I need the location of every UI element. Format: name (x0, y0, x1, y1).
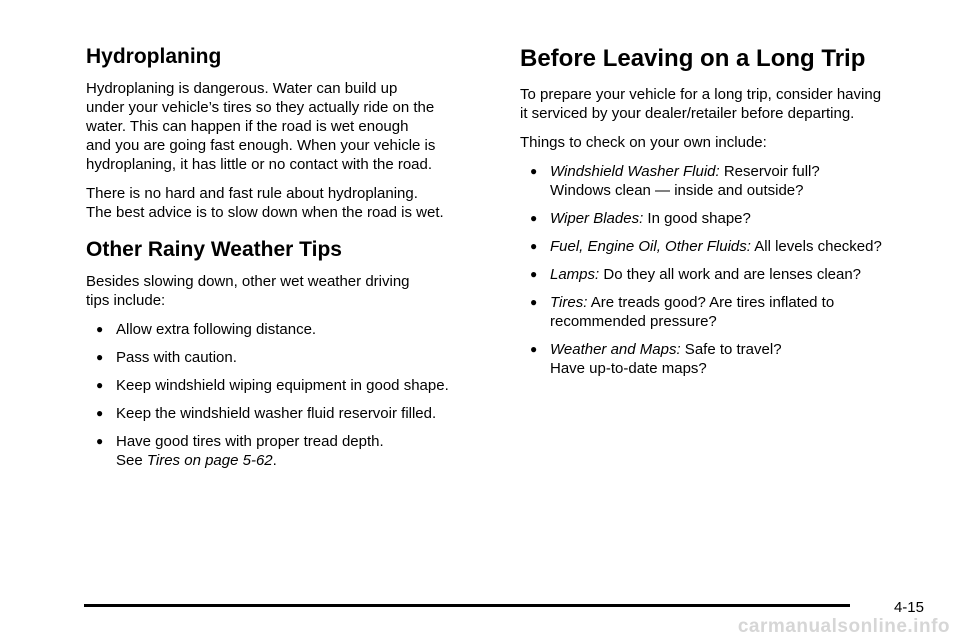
bullet-icon: ● (96, 378, 104, 393)
bullet-icon: ● (96, 406, 104, 421)
long-trip-intro: To prepare your vehicle for a long trip, consider having it serviced by your dealer/retailer before departing. (520, 85, 882, 122)
list-item (86, 404, 478, 423)
list-item-text: Allow extra following distance. (116, 321, 317, 339)
rainy-tips-intro: Besides slowing down, other wet weather driving tips include: (86, 273, 410, 310)
checklist-text: In good shape? (643, 209, 751, 227)
list-item-text: Keep the windshield washer fluid reservoir filled. (116, 405, 437, 423)
bullet-icon: ● (530, 210, 538, 225)
bullet-icon: ● (96, 350, 104, 365)
checklist-label: Lamps: (550, 265, 600, 283)
list-item (86, 376, 478, 395)
list-item-text: Have good tires with proper tread depth. See (116, 433, 384, 470)
list-item-end: . (272, 452, 277, 470)
checklist-label: Fuel, Engine Oil, Other Fluids: (550, 237, 751, 255)
checklist-text: Safe to travel? Have up-to-date maps? (550, 340, 782, 377)
hydroplaning-paragraph-1: Hydroplaning is dangerous. Water can build up under your vehicle’s tires so they actually ride on the water. This can happen if the road is wet enough and you are going fast enough. When your vehicle is hydroplaning, it has little or no contact with the road. (86, 80, 436, 174)
list-item (520, 237, 920, 256)
checklist-label: Windshield Washer Fluid: (550, 162, 720, 180)
bullet-icon: ● (530, 341, 538, 356)
hydroplaning-paragraph-2: There is no hard and fast rule about hydroplaning. The best advice is to slow down when the road is wet. (86, 185, 444, 222)
rainy-tips-list (86, 320, 478, 470)
list-item (86, 348, 478, 367)
bullet-icon: ● (530, 238, 538, 253)
bullet-icon: ● (530, 266, 538, 281)
list-item (86, 320, 478, 339)
checklist-text: Do they all work and are lenses clean? (599, 265, 862, 283)
list-item-text: Keep windshield wiping equipment in good shape. (116, 377, 449, 395)
left-column (86, 40, 478, 479)
footer-divider (84, 604, 850, 607)
watermark: carmanualsonline.info (737, 616, 950, 637)
list-item (86, 432, 478, 470)
list-item-text: Pass with caution. (116, 349, 237, 367)
heading-other-rainy-weather-tips: Other Rainy Weather Tips (86, 238, 342, 262)
page-number: 4-15 (893, 599, 924, 616)
tires-page-reference-link[interactable]: Tires on page 5-62 (146, 452, 273, 470)
checklist-label: Weather and Maps: (550, 340, 681, 358)
list-item (520, 265, 920, 284)
checklist-label: Tires: (550, 293, 588, 311)
bullet-icon: ● (530, 163, 538, 178)
heading-hydroplaning: Hydroplaning (86, 45, 222, 68)
list-item (520, 340, 920, 378)
bullet-icon: ● (96, 322, 104, 337)
bullet-icon: ● (96, 434, 104, 449)
long-trip-lead: Things to check on your own include: (520, 133, 767, 151)
checklist-text: Reservoir full? Windows clean — inside and outside? (550, 162, 820, 199)
list-item (520, 209, 920, 228)
bullet-icon: ● (530, 294, 538, 309)
long-trip-checklist (520, 162, 920, 378)
list-item (520, 293, 920, 331)
list-item (520, 162, 920, 200)
checklist-label: Wiper Blades: (550, 209, 644, 227)
checklist-text: Are treads good? Are tires inflated to recommended pressure? (550, 293, 835, 330)
right-column (520, 40, 920, 387)
checklist-text: All levels checked? (750, 237, 882, 255)
heading-before-leaving-on-a-long-trip: Before Leaving on a Long Trip (520, 45, 866, 72)
